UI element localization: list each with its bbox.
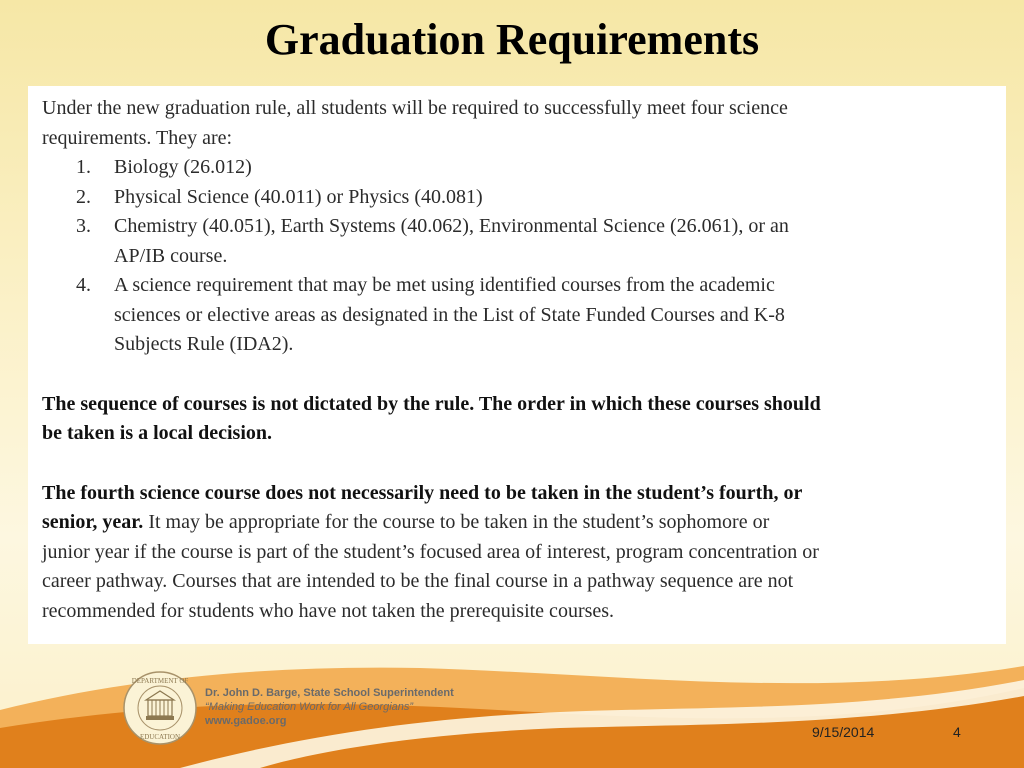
list-text: AP/IB course. [114,244,228,267]
list-text: Physical Science (40.011) or Physics (40.081) [114,185,483,208]
sequence-line-1: The sequence of courses is not dictated by the rule. The order in which these courses should [42,392,821,415]
intro-text [42,94,992,153]
list-item [42,271,992,360]
content-box [28,86,1006,644]
motto: “Making Education Work for All Georgians” [205,701,414,713]
list-text: sciences or elective areas as designated in the List of State Funded Courses and K-8 [114,303,785,326]
list-text: A science requirement that may be met using identified courses from the academic [114,274,775,296]
list-text: Subjects Rule (IDA2). [114,333,294,355]
website-link[interactable]: www.gadoe.org [205,715,287,727]
sequence-line-2: be taken is a local decision. [42,422,273,444]
intro-line-2: requirements. They are: [42,126,233,149]
slide-date: 9/15/2014 [812,724,875,740]
list-number: 3. [76,215,91,237]
list-text: Chemistry (40.051), Earth Systems (40.062), Environmental Science (26.061), or an [114,215,789,237]
footer-text [205,686,454,728]
department-seal-icon [122,670,198,746]
requirements-list [42,153,992,360]
fourth-bold-line-2: senior, year. [42,511,144,533]
superintendent-name: Dr. John D. Barge, State School Superintendent [205,687,454,699]
fourth-line-4: career pathway. Courses that are intended to be the final course in a pathway sequence are not [42,570,794,592]
sequence-paragraph [42,390,992,449]
fourth-course-paragraph [42,479,992,627]
list-text: Biology (26.012) [114,156,252,178]
list-number: 4. [76,274,91,296]
list-item [42,153,992,183]
slide-title: Graduation Requirements [264,15,760,64]
list-number: 1. [76,156,91,178]
list-item [42,212,992,271]
seal-bottom-text: EDUCATION [139,733,181,741]
fourth-bold-line-1: The fourth science course does not necessarily need to be taken in the student’s fourth, or [42,481,803,504]
fourth-line-2-rest: It may be appropriate for the course to be taken in the student’s sophomore or [143,511,770,533]
fourth-line-5: recommended for students who have not taken the prerequisite courses. [42,599,615,622]
slide-number: 4 [953,724,961,740]
intro-line-1: Under the new graduation rule, all students will be required to successfully meet four science [42,97,788,119]
fourth-line-3: junior year if the course is part of the student’s focused area of interest, program concentration or [42,540,819,563]
seal-top-text: DEPARTMENT OF [131,677,189,685]
list-item [42,183,992,213]
list-number: 2. [76,185,91,208]
